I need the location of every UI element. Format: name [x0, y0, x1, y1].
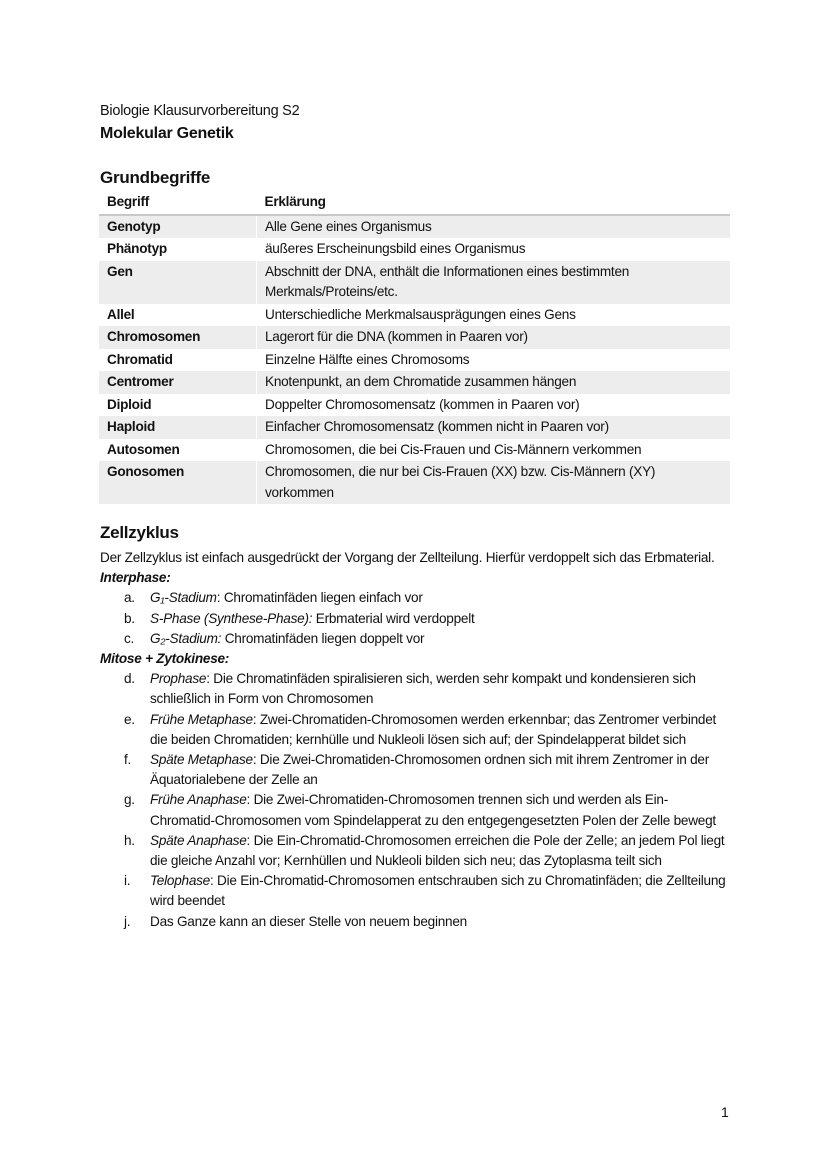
- table-row: [99, 326, 730, 349]
- phase-name: Späte Metaphase: [150, 752, 253, 768]
- definition-cell: Unterschiedliche Merkmalsausprägungen eines Gens: [265, 306, 576, 322]
- table-row: [99, 349, 730, 372]
- phase-description: : Zwei-Chromatiden-Chromosomen werden erkennbar; das Zentromer verbindet die beiden Chromatiden; kernhülle und Nukleoli lösen sich auf; der Spindelapperat bildet sich: [150, 711, 717, 747]
- table-row: [99, 261, 730, 304]
- phase-group-title: Interphase:: [100, 570, 171, 586]
- table-row: [99, 394, 730, 417]
- list-item: [100, 588, 730, 608]
- phase-name: Telophase: [150, 873, 210, 889]
- term-cell: Haploid: [99, 416, 257, 439]
- section-heading-zellzyklus: Zellzyklus: [100, 523, 179, 542]
- definition-cell: Chromosomen, die nur bei Cis-Frauen (XX) bzw. Cis-Männern (XY) vorkommen: [257, 461, 731, 504]
- definition-cell: Einzelne Hälfte eines Chromosoms: [265, 351, 470, 367]
- list-label: i.: [124, 873, 131, 889]
- term-cell: Gonosomen: [99, 461, 257, 504]
- list-label: g.: [124, 792, 135, 808]
- definition-cell: Chromosomen, die bei Cis-Frauen und Cis-Männern verkommen: [265, 441, 642, 457]
- table-header-row: [99, 191, 730, 215]
- phase-description: : Die Ein-Chromatid-Chromosomen erreichen die Pole der Zelle; an jedem Pol liegt die gleiche Anzahl vor; Kernhüllen und Nukleoli bilden sich neu; das Zytoplasma teilt sich: [150, 832, 725, 869]
- term-cell: Diploid: [99, 394, 257, 417]
- phase-description: : Chromatinfäden liegen einfach vor: [216, 590, 423, 606]
- page-number: 1: [721, 1104, 729, 1120]
- list-item: [100, 669, 730, 709]
- list-label: c.: [124, 630, 135, 646]
- list-item: [100, 912, 730, 932]
- term-cell: Genotyp: [99, 215, 257, 239]
- phase-list: [100, 588, 730, 649]
- list-item: [100, 790, 730, 830]
- list-label: f.: [124, 752, 132, 768]
- section-heading-grundbegriffe: Grundbegriffe: [100, 168, 211, 187]
- definition-cell: Abschnitt der DNA, enthält die Informationen eines bestimmten Merkmals/Proteins/etc.: [257, 261, 731, 304]
- column-header-erklaerung: Erklärung: [257, 191, 731, 215]
- term-cell: Phänotyp: [99, 238, 257, 261]
- phase-name: G₂-Stadium:: [150, 630, 222, 646]
- table-row: [99, 461, 730, 504]
- list-item: [100, 871, 730, 911]
- list-label: j.: [124, 913, 131, 929]
- term-cell: Centromer: [99, 371, 257, 394]
- term-cell: Allel: [99, 304, 257, 327]
- table-row: [99, 215, 730, 239]
- phase-description: : Die Chromatinfäden spiralisieren sich, werden sehr kompakt und kondensieren sich schließlich in Form von Chromosomen: [150, 671, 696, 707]
- table-row: [99, 304, 730, 327]
- list-label: b.: [124, 610, 135, 626]
- term-cell: Chromosomen: [99, 326, 257, 349]
- column-header-begriff: Begriff: [99, 191, 257, 215]
- intro-paragraph: Der Zellzyklus ist einfach ausgedrückt der Vorgang der Zellteilung. Hierfür verdoppelt sich das Erbmaterial.: [100, 550, 715, 565]
- term-cell: Autosomen: [99, 439, 257, 462]
- list-item: [100, 831, 730, 871]
- list-label: e.: [124, 711, 135, 727]
- phase-name: Frühe Metaphase: [150, 711, 253, 727]
- definition-cell: Einfacher Chromosomensatz (kommen nicht in Paaren vor): [257, 416, 731, 439]
- phase-description: : Die Zwei-Chromatiden-Chromosomen trennen sich und werden als Ein-Chromatid-Chromosomen vom Spindelapperat zu den entgegengesetzten Polen der Zelle bewegt: [150, 792, 716, 828]
- table-row: [99, 238, 730, 261]
- table-row: [99, 416, 730, 439]
- phase-name: Frühe Anaphase: [150, 792, 247, 808]
- list-item: [100, 629, 730, 649]
- list-label: a.: [124, 590, 135, 606]
- phase-name: Prophase: [150, 671, 207, 687]
- phase-name: Späte Anaphase: [150, 832, 247, 848]
- phase-description: Das Ganze kann an dieser Stelle von neuem beginnen: [150, 913, 467, 929]
- list-item: [100, 750, 730, 790]
- list-item: [100, 609, 730, 629]
- term-cell: Gen: [99, 261, 257, 304]
- table-row: [99, 371, 730, 394]
- grundbegriffe-table: [99, 191, 730, 504]
- definition-cell: Lagerort für die DNA (kommen in Paaren vor): [257, 326, 731, 349]
- table-row: [99, 439, 730, 462]
- phase-description: Erbmaterial wird verdoppelt: [312, 610, 475, 626]
- definition-cell: Doppelter Chromosomensatz (kommen in Paaren vor): [265, 396, 580, 412]
- term-cell: Chromatid: [99, 349, 257, 372]
- list-label: d.: [124, 671, 135, 687]
- phase-description: : Die Ein-Chromatid-Chromosomen entschrauben sich zu Chromatinfäden; die Zellteilung wird beendet: [150, 873, 726, 909]
- phase-list: [100, 669, 730, 932]
- phase-name: S-Phase (Synthese-Phase):: [150, 610, 313, 626]
- definition-cell: Alle Gene eines Organismus: [257, 215, 731, 239]
- list-item: [100, 710, 730, 750]
- phase-description: Chromatinfäden liegen doppelt vor: [221, 630, 425, 646]
- definition-cell: äußeres Erscheinungsbild eines Organismus: [265, 241, 526, 256]
- phase-description: : Die Zwei-Chromatiden-Chromosomen ordnen sich mit ihrem Zentromer in der Äquatorialebene der Zelle an: [150, 752, 709, 788]
- phase-group-title: Mitose + Zytokinese:: [100, 651, 230, 667]
- definition-cell: Knotenpunkt, an dem Chromatide zusammen hängen: [257, 371, 731, 394]
- document-subtitle: Biologie Klausurvorbereitung S2: [100, 103, 300, 119]
- zellzyklus-body: [100, 548, 730, 932]
- phase-name: G₁-Stadium: [150, 590, 217, 606]
- list-label: h.: [124, 832, 135, 848]
- document-title: Molekular Genetik: [100, 125, 234, 142]
